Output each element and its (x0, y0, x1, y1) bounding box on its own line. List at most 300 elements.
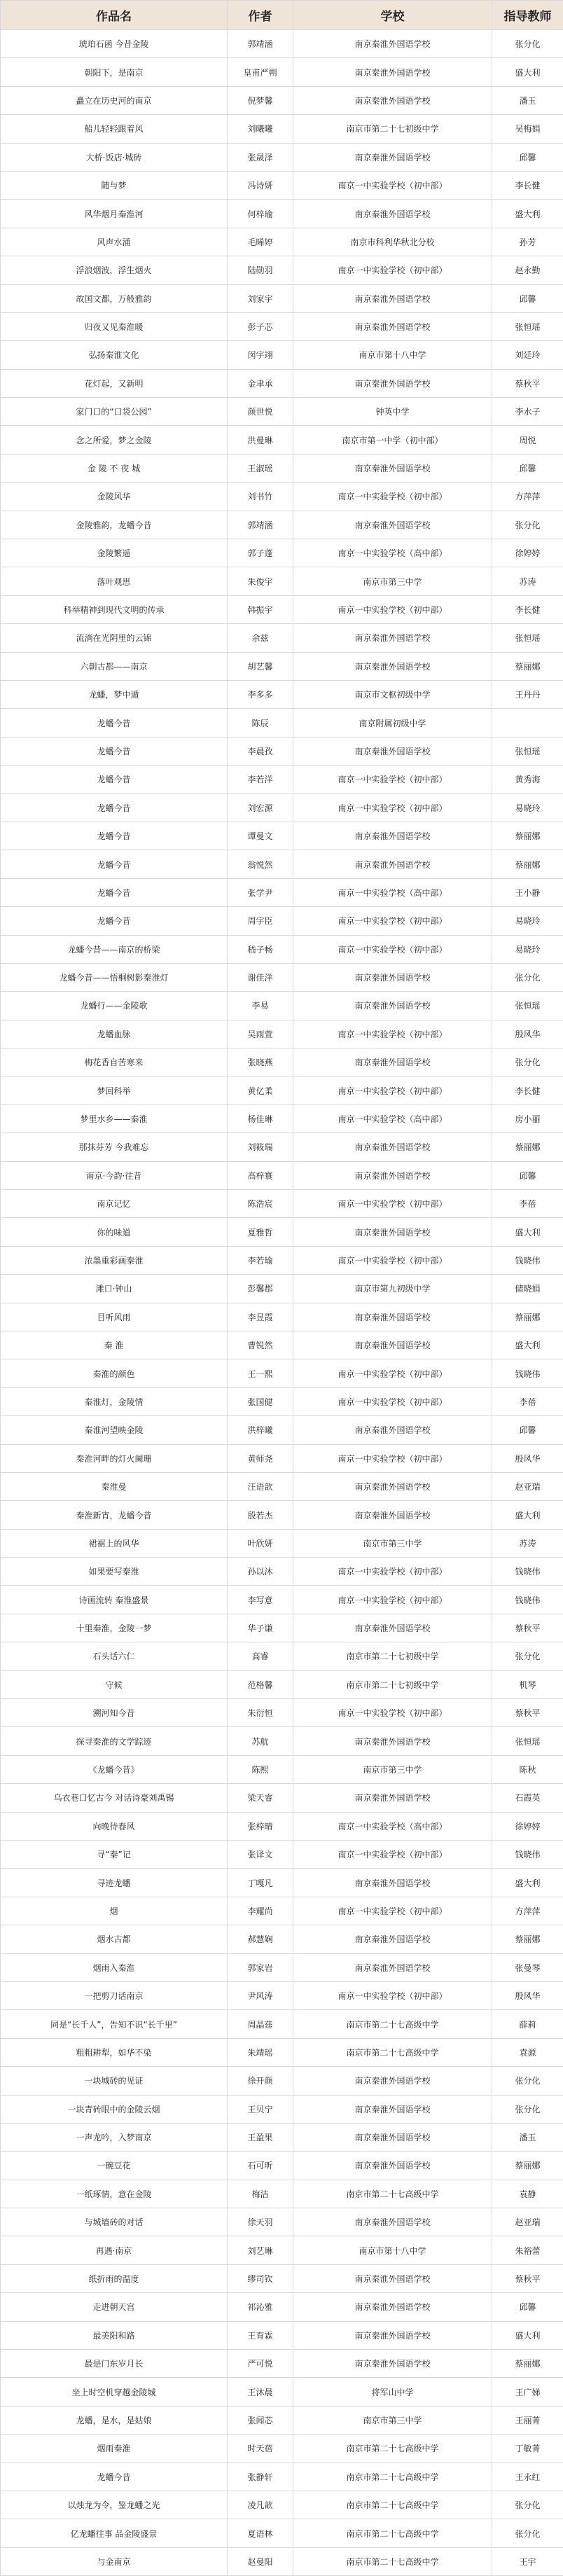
table-row (1, 341, 563, 369)
work-title-cell: 龙蟠今昔 (1, 822, 228, 850)
work-title-cell: 龙蟠今昔 (1, 878, 228, 906)
author-cell: 刘家宇 (228, 284, 293, 312)
author-cell: 郭家岩 (228, 1953, 293, 1981)
table-row (1, 2519, 563, 2547)
school-cell: 南京附属初级中学 (293, 709, 492, 737)
work-title-cell: 随与梦 (1, 171, 228, 199)
author-cell: 嵇子畅 (228, 935, 293, 963)
school-cell: 南京市第二十七高级中学 (293, 2038, 492, 2066)
school-cell: 南京秦淮外国语学校 (293, 1784, 492, 1812)
work-title-cell: 石头话六仁 (1, 1642, 228, 1670)
teacher-cell: 张分化 (492, 2095, 563, 2123)
author-cell: 李写意 (228, 1586, 293, 1614)
teacher-cell: 蔡丽娜 (492, 822, 563, 850)
work-title-cell: 龙蟠今昔 (1, 737, 228, 765)
school-cell: 南京市第一中学（初中部） (293, 426, 492, 454)
author-cell: 王盈果 (228, 2123, 293, 2151)
teacher-cell: 陈秋 (492, 1755, 563, 1783)
work-title-cell: 秦 淮 (1, 1331, 228, 1359)
author-cell: 张闻芯 (228, 2406, 293, 2434)
table-row (1, 1416, 563, 1444)
school-cell: 南京秦淮外国语学校 (293, 284, 492, 312)
teacher-cell: 方萍萍 (492, 1897, 563, 1925)
author-cell: 郭靖涵 (228, 30, 293, 58)
table-row (1, 58, 563, 86)
author-cell: 徐开颜 (228, 2067, 293, 2095)
table-row (1, 1218, 563, 1246)
table-row (1, 624, 563, 652)
table-row (1, 1869, 563, 1897)
teacher-cell: 袁源 (492, 2038, 563, 2066)
work-title-cell: 一声龙吟，入梦南京 (1, 2123, 228, 2151)
school-cell: 南京一中实验学校（初中部） (293, 1020, 492, 1048)
teacher-cell: 钱晓伟 (492, 1359, 563, 1387)
teacher-cell: 潘玉 (492, 2123, 563, 2151)
teacher-cell: 蔡秋平 (492, 1614, 563, 1642)
table-row (1, 1048, 563, 1076)
table-row (1, 2264, 563, 2292)
school-cell: 南京秦淮外国语学校 (293, 2152, 492, 2180)
author-cell: 刘曦曦 (228, 115, 293, 143)
table-row (1, 878, 563, 906)
school-cell: 南京市第二十七高级中学 (293, 2435, 492, 2463)
work-title-cell: 落叶观思 (1, 567, 228, 595)
table-row (1, 766, 563, 794)
work-title-cell: 与金南京 (1, 2547, 228, 2575)
table-row (1, 1246, 563, 1274)
school-cell: 南京市科利华秋北分校 (293, 228, 492, 256)
school-cell: 南京一中实验学校（初中部） (293, 595, 492, 623)
work-title-cell: 梦回科举 (1, 1076, 228, 1105)
work-title-cell: 龙蟠今昔 (1, 907, 228, 935)
work-title-cell: 龙蟠今昔 (1, 2463, 228, 2491)
table-row (1, 1275, 563, 1303)
teacher-cell: 盛大利 (492, 58, 563, 86)
author-cell: 曹锐然 (228, 1331, 293, 1359)
work-title-cell: 烟雨入秦淮 (1, 1953, 228, 1981)
work-title-cell: 龙蟠今昔——悟桐树影秦淮灯 (1, 963, 228, 991)
school-cell: 南京秦淮外国语学校 (293, 2067, 492, 2095)
author-cell: 韩振宇 (228, 595, 293, 623)
teacher-cell: 王小静 (492, 878, 563, 906)
school-cell: 南京市第三中学 (293, 2406, 492, 2434)
teacher-cell: 张恒瑶 (492, 737, 563, 765)
teacher-cell: 盛大利 (492, 1331, 563, 1359)
header-row (1, 1, 563, 30)
school-cell: 南京秦淮外国语学校 (293, 737, 492, 765)
work-title-cell: 再遇·南京 (1, 2236, 228, 2264)
work-title-cell: 金陵繁遥 (1, 539, 228, 567)
work-title-cell: 烟雨秦淮 (1, 2435, 228, 2463)
table-row (1, 312, 563, 340)
teacher-cell: 邱馨 (492, 1416, 563, 1444)
school-cell: 南京一中实验学校（初中部） (293, 1444, 492, 1472)
work-title-cell: 如果要写秦淮 (1, 1558, 228, 1586)
table-row (1, 454, 563, 482)
table-row (1, 935, 563, 963)
table-row (1, 2123, 563, 2151)
table-row (1, 1642, 563, 1670)
author-cell: 王贝宁 (228, 2095, 293, 2123)
teacher-cell: 盛大利 (492, 200, 563, 228)
school-cell: 南京秦淮外国语学校 (293, 2350, 492, 2378)
school-cell: 南京市第二十七高级中学 (293, 2491, 492, 2519)
teacher-cell: 殷风华 (492, 1981, 563, 2009)
work-title-cell: 探寻秦淮的文学踪迹 (1, 1727, 228, 1755)
school-cell: 南京秦淮外国语学校 (293, 86, 492, 114)
work-title-cell: 矗立在历史河的南京 (1, 86, 228, 114)
school-cell: 南京秦淮外国语学校 (293, 1416, 492, 1444)
teacher-cell: 张分化 (492, 2491, 563, 2519)
work-title-cell: 滩口·钟山 (1, 1275, 228, 1303)
school-cell: 南京一中实验学校（高中部） (293, 878, 492, 906)
table-row (1, 595, 563, 623)
school-cell: 南京一中实验学校（初中部） (293, 1558, 492, 1586)
author-cell: 杨佳琳 (228, 1105, 293, 1133)
author-cell: 何梓瑜 (228, 200, 293, 228)
table-row (1, 1784, 563, 1812)
work-title-cell: 弘扬秦淮文化 (1, 341, 228, 369)
school-cell: 南京一中实验学校（初中部） (293, 1387, 492, 1415)
school-cell: 南京秦淮外国语学校 (293, 454, 492, 482)
work-title-cell: 六朝古都——南京 (1, 652, 228, 680)
work-title-cell: 那抹芬芳 今我难忘 (1, 1133, 228, 1161)
school-cell: 南京秦淮外国语学校 (293, 850, 492, 878)
teacher-cell: 王宇 (492, 2547, 563, 2575)
author-cell: 陈辰 (228, 709, 293, 737)
school-cell: 南京一中实验学校（初中部） (293, 1897, 492, 1925)
table-row (1, 2067, 563, 2095)
school-cell: 南京一中实验学校（高中部） (293, 539, 492, 567)
table-row (1, 1953, 563, 1981)
work-title-cell: 南京·今韵·往昔 (1, 1161, 228, 1189)
table-row (1, 1303, 563, 1331)
author-cell: 郭靖涵 (228, 511, 293, 539)
work-title-cell: 船儿轻轻跟着风 (1, 115, 228, 143)
author-cell: 胡艺馨 (228, 652, 293, 680)
school-cell: 南京秦淮外国语学校 (293, 511, 492, 539)
teacher-cell: 王广娣 (492, 2378, 563, 2406)
work-title-cell: 龙蟠今昔 (1, 766, 228, 794)
table-row (1, 1812, 563, 1840)
school-cell: 南京秦淮外国语学校 (293, 1303, 492, 1331)
work-title-cell: 秦淮河畔的灯火阑珊 (1, 1444, 228, 1472)
table-row (1, 2152, 563, 2180)
school-cell: 南京市第二十七初级中学 (293, 1670, 492, 1698)
school-cell: 南京市文枢初级中学 (293, 680, 492, 708)
author-cell: 冯诗妍 (228, 171, 293, 199)
author-cell: 郭子蓬 (228, 539, 293, 567)
work-title-cell: 流淌在光阴里的云锦 (1, 624, 228, 652)
author-cell: 李多多 (228, 680, 293, 708)
teacher-cell: 黄秀海 (492, 766, 563, 794)
table-row (1, 709, 563, 737)
school-cell: 南京市第二十七高级中学 (293, 2463, 492, 2491)
table-row (1, 143, 563, 171)
work-title-cell: 风声水涌 (1, 228, 228, 256)
author-cell: 朱俊宇 (228, 567, 293, 595)
author-cell: 周晶莛 (228, 2010, 293, 2038)
table-row (1, 2293, 563, 2321)
teacher-cell: 张分化 (492, 1642, 563, 1670)
work-title-cell: 烟 (1, 1897, 228, 1925)
author-cell: 苏航 (228, 1727, 293, 1755)
work-title-cell: 秦淮灯，金陵情 (1, 1387, 228, 1415)
author-cell: 朱衍恒 (228, 1699, 293, 1727)
author-cell: 翁悦然 (228, 850, 293, 878)
author-cell: 孙以沐 (228, 1558, 293, 1586)
work-title-cell: 龙蟠今昔——南京的桥梁 (1, 935, 228, 963)
table-row (1, 2208, 563, 2236)
author-cell: 凌凡歆 (228, 2491, 293, 2519)
work-title-cell: 一块青砖眼中的金陵云烟 (1, 2095, 228, 2123)
school-cell: 南京秦淮外国语学校 (293, 312, 492, 340)
school-cell: 南京市第三中学 (293, 1529, 492, 1557)
table-row (1, 2378, 563, 2406)
work-title-cell: 亿龙蟠往事 品金陵盛景 (1, 2519, 228, 2547)
school-cell: 南京一中实验学校（初中部） (293, 766, 492, 794)
school-cell: 南京秦淮外国语学校 (293, 992, 492, 1020)
author-cell: 陆勋羽 (228, 256, 293, 284)
work-title-cell: 龙蟠，梦中遁 (1, 680, 228, 708)
work-title-cell: 目听风雨 (1, 1303, 228, 1331)
work-title-cell: 裙裾上的风华 (1, 1529, 228, 1557)
author-cell: 严可悦 (228, 2350, 293, 2378)
author-cell: 汪语歆 (228, 1472, 293, 1500)
table-row (1, 2435, 563, 2463)
teacher-cell: 房小丽 (492, 1105, 563, 1133)
table-row (1, 256, 563, 284)
work-title-cell: 同是“长千人”，告知不识“长千里” (1, 2010, 228, 2038)
author-cell: 梁天睿 (228, 1784, 293, 1812)
work-title-cell: 纸折雨的温度 (1, 2264, 228, 2292)
teacher-cell: 朱裕蕾 (492, 2236, 563, 2264)
school-cell: 将军山中学 (293, 2378, 492, 2406)
author-cell: 李昱霞 (228, 1303, 293, 1331)
author-cell: 李若瑜 (228, 1246, 293, 1274)
table-row (1, 680, 563, 708)
author-cell: 张译文 (228, 1841, 293, 1869)
work-title-cell: 寻迹龙蟠 (1, 1869, 228, 1897)
teacher-cell: 赵亚瑞 (492, 2208, 563, 2236)
school-cell: 南京市第二十七初级中学 (293, 1642, 492, 1670)
school-cell: 南京一中实验学校（初中部） (293, 1586, 492, 1614)
author-cell: 赵曼阳 (228, 2547, 293, 2575)
work-title-cell: 《龙蟠今昔》 (1, 1755, 228, 1783)
work-title-cell: 溯河知今昔 (1, 1699, 228, 1727)
teacher-cell: 李水子 (492, 398, 563, 426)
author-cell: 刘书竹 (228, 483, 293, 511)
school-cell: 南京一中实验学校（初中部） (293, 483, 492, 511)
table-row (1, 1981, 563, 2009)
school-cell: 南京秦淮外国语学校 (293, 2123, 492, 2151)
work-title-cell: 秦淮曼 (1, 1472, 228, 1500)
table-row (1, 963, 563, 991)
table-row (1, 1670, 563, 1698)
table-row (1, 1727, 563, 1755)
table-row (1, 1190, 563, 1218)
school-cell: 南京一中实验学校（初中部） (293, 935, 492, 963)
table-row (1, 1614, 563, 1642)
school-cell: 南京秦淮外国语学校 (293, 1161, 492, 1189)
work-title-cell: 诗画流转 秦淮盛景 (1, 1586, 228, 1614)
teacher-cell: 薛莉 (492, 2010, 563, 2038)
teacher-cell: 潘玉 (492, 86, 563, 114)
teacher-cell: 殷风华 (492, 1020, 563, 1048)
teacher-cell: 李长健 (492, 1076, 563, 1105)
teacher-cell: 盛大利 (492, 1218, 563, 1246)
school-cell: 南京秦淮外国语学校 (293, 143, 492, 171)
teacher-cell: 蔡秋平 (492, 1699, 563, 1727)
teacher-cell: 盛大利 (492, 1869, 563, 1897)
teacher-cell: 吴梅娟 (492, 115, 563, 143)
work-title-cell: 科举精神到现代文明的传承 (1, 595, 228, 623)
table-row (1, 794, 563, 822)
work-title-cell: 十里秦淮，金陵一梦 (1, 1614, 228, 1642)
author-cell: 谭曼文 (228, 822, 293, 850)
teacher-cell: 易晓玲 (492, 935, 563, 963)
work-title-cell: 秦淮新宵，龙蟠今昔 (1, 1501, 228, 1529)
work-title-cell: 龙蟠，是水，是姑娘 (1, 2406, 228, 2434)
author-cell: 谢佳洋 (228, 963, 293, 991)
teacher-cell: 苏涛 (492, 567, 563, 595)
work-title-cell: 浮浪烟波，浮生烟火 (1, 256, 228, 284)
table-row (1, 2038, 563, 2066)
school-cell: 南京一中实验学校（高中部） (293, 1105, 492, 1133)
teacher-cell: 张分化 (492, 963, 563, 991)
table-row (1, 511, 563, 539)
author-cell: 吴雨萱 (228, 1020, 293, 1048)
teacher-cell: 机琴 (492, 1670, 563, 1698)
author-cell: 李耀尚 (228, 1897, 293, 1925)
author-cell: 黄亿柔 (228, 1076, 293, 1105)
author-cell: 金聿承 (228, 369, 293, 397)
school-cell: 南京市第二十七高级中学 (293, 2519, 492, 2547)
school-cell: 南京市第二十七初级中学 (293, 115, 492, 143)
table-row (1, 1755, 563, 1783)
teacher-cell: 蔡丽娜 (492, 2152, 563, 2180)
school-cell: 南京秦淮外国语学校 (293, 58, 492, 86)
teacher-cell: 盛大利 (492, 2321, 563, 2349)
work-title-cell: 守候 (1, 1670, 228, 1698)
teacher-cell (492, 709, 563, 737)
table-row (1, 2180, 563, 2208)
teacher-cell: 赵亚瑞 (492, 1472, 563, 1500)
school-cell: 南京秦淮外国语学校 (293, 30, 492, 58)
school-cell: 南京秦淮外国语学校 (293, 963, 492, 991)
table-row (1, 1529, 563, 1557)
table-row (1, 822, 563, 850)
teacher-cell: 蔡丽娜 (492, 1925, 563, 1953)
teacher-cell: 钱晓伟 (492, 1586, 563, 1614)
work-title-cell: 故国文都，万般雅韵 (1, 284, 228, 312)
work-title-cell: 念之所爱，梦之金陵 (1, 426, 228, 454)
work-title-cell: 梦里水乡——秦淮 (1, 1105, 228, 1133)
table-row (1, 1133, 563, 1161)
table-row (1, 1076, 563, 1105)
school-cell: 南京市第十八中学 (293, 341, 492, 369)
author-cell: 刘筱瑞 (228, 1133, 293, 1161)
work-title-cell: 龙蟠今昔 (1, 850, 228, 878)
teacher-cell: 赵永勤 (492, 256, 563, 284)
school-cell: 南京市第二十七高级中学 (293, 2180, 492, 2208)
school-cell: 钟英中学 (293, 398, 492, 426)
work-title-cell: 坐上时空机穿越金陵城 (1, 2378, 228, 2406)
work-title-cell: 与城墙砖的对话 (1, 2208, 228, 2236)
teacher-cell: 蔡丽娜 (492, 1133, 563, 1161)
author-cell: 刘艺琳 (228, 2236, 293, 2264)
author-cell: 丁嘎凡 (228, 1869, 293, 1897)
work-title-cell: 一把剪刀话南京 (1, 1981, 228, 2009)
work-title-cell: 最是门东岁月长 (1, 2350, 228, 2378)
author-cell: 夏雅哲 (228, 1218, 293, 1246)
school-cell: 南京一中实验学校（初中部） (293, 1981, 492, 2009)
work-title-cell: 南京记忆 (1, 1190, 228, 1218)
author-cell: 叶欣妍 (228, 1529, 293, 1557)
teacher-cell: 张恒瑶 (492, 312, 563, 340)
author-cell: 尹风涛 (228, 1981, 293, 2009)
author-cell: 张梓晴 (228, 1812, 293, 1840)
school-cell: 南京一中实验学校（高中部） (293, 1812, 492, 1840)
author-cell: 王育霖 (228, 2321, 293, 2349)
author-cell: 彭馨郡 (228, 1275, 293, 1303)
table-row (1, 86, 563, 114)
teacher-cell: 钱晓伟 (492, 1246, 563, 1274)
work-title-cell: 琥珀石函 今昔金陵 (1, 30, 228, 58)
work-title-cell: 风华烟月秦淮河 (1, 200, 228, 228)
author-cell: 缪司钦 (228, 2264, 293, 2292)
teacher-cell: 邱馨 (492, 2293, 563, 2321)
table-row (1, 737, 563, 765)
school-cell: 南京秦淮外国语学校 (293, 2321, 492, 2349)
teacher-cell: 邱馨 (492, 284, 563, 312)
school-cell: 南京一中实验学校（初中部） (293, 1076, 492, 1105)
author-cell: 毛晞婷 (228, 228, 293, 256)
author-cell: 时天蓓 (228, 2435, 293, 2463)
table-row (1, 539, 563, 567)
work-title-cell: 龙蟠行——金陵歌 (1, 992, 228, 1020)
school-cell: 南京秦淮外国语学校 (293, 1727, 492, 1755)
school-cell: 南京秦淮外国语学校 (293, 2264, 492, 2292)
table-row (1, 1699, 563, 1727)
author-cell: 徐天羽 (228, 2208, 293, 2236)
author-cell: 张静轩 (228, 2463, 293, 2491)
work-title-cell: 龙蟠今昔 (1, 709, 228, 737)
school-cell: 南京一中实验学校（初中部） (293, 1699, 492, 1727)
author-cell: 王一熙 (228, 1359, 293, 1387)
table-row (1, 1331, 563, 1359)
table-row (1, 398, 563, 426)
author-cell: 皇甫严朔 (228, 58, 293, 86)
school-cell: 南京秦淮外国语学校 (293, 1614, 492, 1642)
teacher-cell: 殷风华 (492, 1444, 563, 1472)
author-cell: 朱靖瑶 (228, 2038, 293, 2066)
teacher-cell: 石霞英 (492, 1784, 563, 1812)
school-cell: 南京市第三中学 (293, 567, 492, 595)
teacher-cell: 邱馨 (492, 454, 563, 482)
work-title-cell: 一碗豆花 (1, 2152, 228, 2180)
school-cell: 南京秦淮外国语学校 (293, 1925, 492, 1953)
teacher-cell: 张恒瑶 (492, 624, 563, 652)
school-cell: 南京秦淮外国语学校 (293, 1048, 492, 1076)
school-cell: 南京秦淮外国语学校 (293, 2208, 492, 2236)
author-cell: 彭子芯 (228, 312, 293, 340)
teacher-cell: 徐婷婷 (492, 1812, 563, 1840)
author-cell: 殷若杰 (228, 1501, 293, 1529)
table-row (1, 1925, 563, 1953)
school-cell: 南京一中实验学校（初中部） (293, 171, 492, 199)
teacher-cell: 张分化 (492, 2067, 563, 2095)
